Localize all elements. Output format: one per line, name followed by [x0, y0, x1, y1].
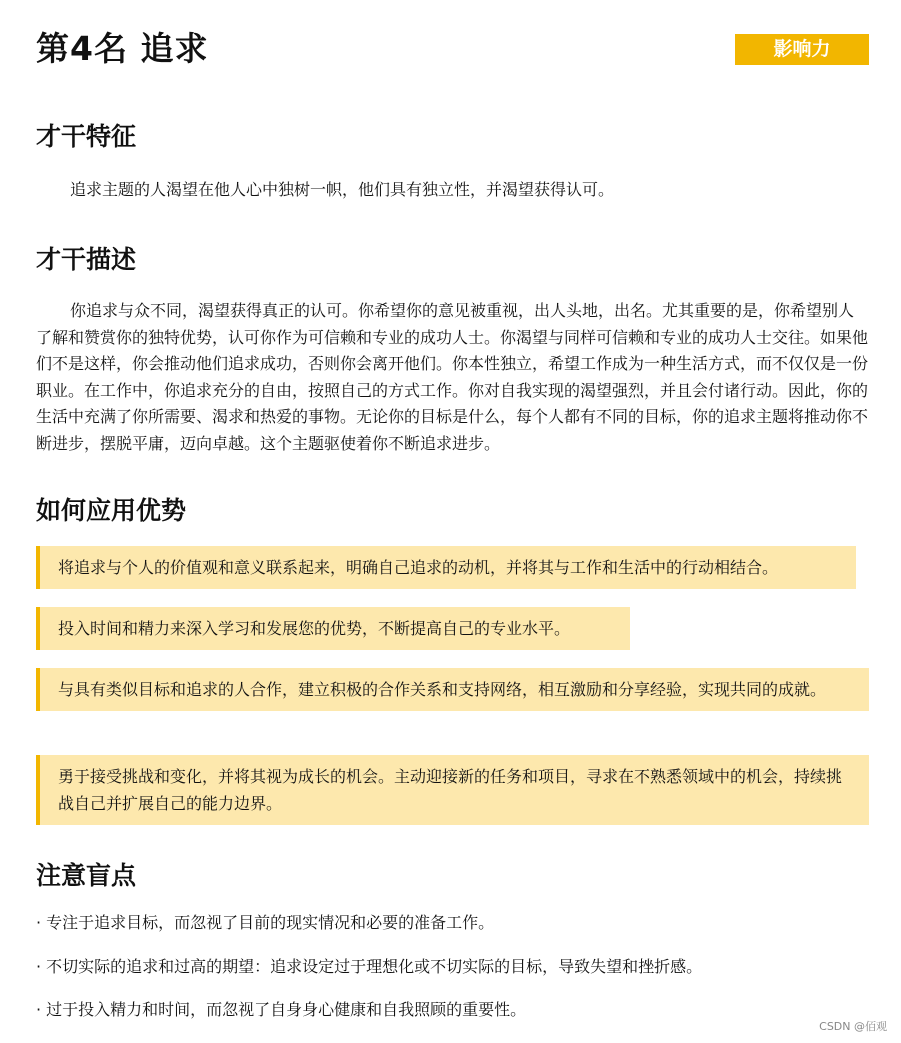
traits-heading: 才干特征: [36, 122, 137, 151]
page-title: 第4名 追求: [36, 29, 209, 68]
description-text: 你追求与众不同，渴望获得真正的认可。你希望你的意见被重视，出人头地，出名。尤其重要的是，你希望别人了解和赞赏你的独特优势，认可你作为可信赖和专业的成功人士。你渴望与同样可信赖和专业的成功人士交往。如果他们不是这样，你会推动他们追求成功，否则你会离开他们。你本性独立，希望工作成为一种生活方式，而不仅仅是一份职业。在工作中，你追求充分的自由，按照自己的方式工作。你对自我实现的渴望强烈，并且会付诸行动。因此，你的生活中充满了你所需要、渴求和热爱的事物。无论你的目标是什么，每个人都有不同的目标，你的追求主题将推动你不断进步，摆脱平庸，迈向卓越。这个主题驱使着你不断追求进步。: [36, 301, 869, 453]
page-header: [36, 26, 869, 74]
category-badge: 影响力: [735, 34, 869, 65]
blindspot-item-1: · 专注于追求目标，而忽视了目前的现实情况和必要的准备工作。: [36, 913, 495, 932]
apply-item-1: 将追求与个人的价值观和意义联系起来，明确自己追求的动机，并将其与工作和生活中的行动相结合。: [36, 546, 856, 589]
apply-item-2: 投入时间和精力来深入学习和发展您的优势，不断提高自己的专业水平。: [36, 607, 630, 650]
blindspot-item-2: · 不切实际的追求和过高的期望：追求设定过于理想化或不切实际的目标，导致失望和挫折感。: [36, 957, 703, 976]
watermark: CSDN @佰观: [819, 1020, 887, 1033]
blindspot-item-3: · 过于投入精力和时间，而忽视了自身身心健康和自我照顾的重要性。: [36, 1000, 527, 1019]
apply-item-3: 与具有类似目标和追求的人合作，建立积极的合作关系和支持网络，相互激励和分享经验，实现共同的成就。: [36, 668, 869, 711]
traits-text: 追求主题的人渴望在他人心中独树一帜，他们具有独立性，并渴望获得认可。: [70, 180, 615, 199]
apply-heading: 如何应用优势: [36, 496, 187, 525]
description-heading: 才干描述: [36, 245, 137, 274]
apply-item-4: 勇于接受挑战和变化，并将其视为成长的机会。主动迎接新的任务和项目，寻求在不熟悉领域中的机会，持续挑战自己并扩展自己的能力边界。: [36, 755, 869, 825]
blindspots-heading: 注意盲点: [36, 861, 137, 890]
